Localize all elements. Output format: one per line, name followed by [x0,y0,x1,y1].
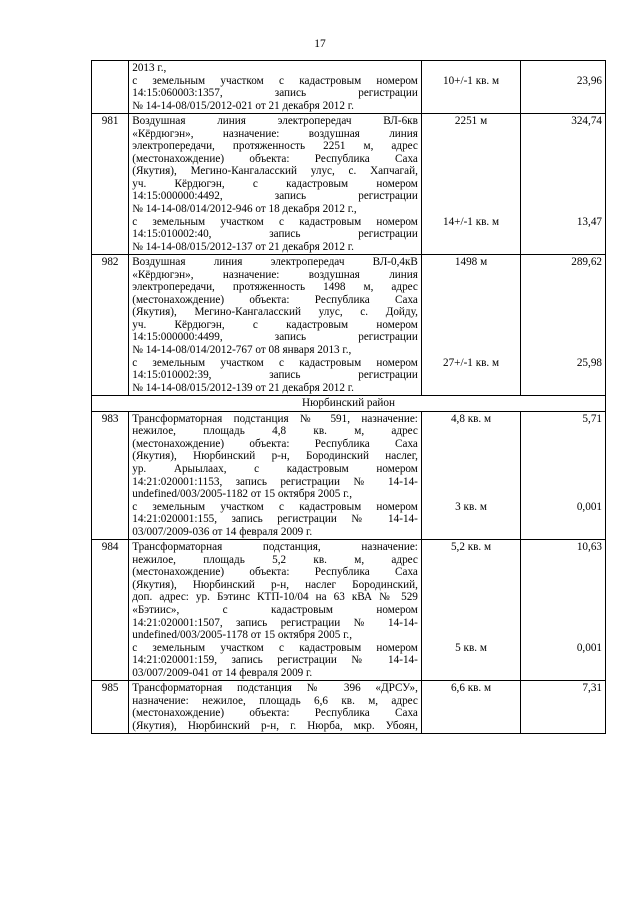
line-length: 2251 м [454,115,488,128]
building-area: 5,2 кв. м [450,541,492,554]
property-register-table [91,60,606,734]
line-length: 1498 м [454,256,488,269]
object-area [421,411,520,539]
page-number: 17 [314,38,326,50]
table-row [92,411,606,539]
object-description: Воздушная линия электропередач ВЛ-0,4кВ «Кёрдюгэн», назначение: воздушная линия электропередачи, протяженность 1498 м, адрес (местонахождение) объекта: Республика Саха (Якутия), Мегино-Кангаласский улус, с. Дойду, уч. Кёрдюгэн, с кадастровым номером 14:15:000000:4499, запись регистрации № 14-14-08/014/2012-767 от 08 января 2013 г., с земельным участком с кадастровым номером 14:15:010002:39, запись регистрации № 14-14-08/015/2012-139 от 21 декабря 2012 г. [129,255,422,396]
land-plot-value: 13,47 [576,215,602,228]
object-area [421,255,520,396]
row-number: 985 [92,681,129,734]
land-plot-area: 27+/-1 кв. м [442,356,500,369]
row-number [92,61,129,114]
object-area [421,114,520,255]
land-plot-area: 14+/-1 кв. м [442,215,500,228]
region-header-row [92,396,606,412]
object-value [521,411,606,539]
region-name: Нюрбинский район [92,396,606,412]
land-plot-area: 5 кв. м [455,641,487,654]
table-row [92,681,606,734]
object-value [521,681,606,734]
land-plot-value: 23,96 [576,74,602,87]
object-description: Трансформаторная подстанция № 591, назначение: нежилое, площадь 4,8 кв. м, адрес (местонахождение) объекта: Республика Саха (Якутия), Нюрбинский р-н, Бородинский наслег, ур. Арыылаах, с кадастровым номером 14:21:020001:1153, запись регистрации № 14-14- undefined/003/2005-1182 от 15 октября 2005 г., с земельным участком с кадастровым номером 14:21:020001:155, запись регистрации № 14-14- 03/007/2009-036 от 14 февраля 2009 г. [129,411,422,539]
row-number: 981 [92,114,129,255]
row-number: 982 [92,255,129,396]
object-description: Воздушная линия электропередач ВЛ-6кв «Кёрдюгэн», назначение: воздушная линия электропередачи, протяженность 2251 м, адрес (местонахождение) объекта: Республика Саха (Якутия), Мегино-Кангаласский улус, с. Хапчагай, уч. Кёрдюгэн, с кадастровым номером 14:15:000000:4492, запись регистрации № 14-14-08/014/2012-946 от 18 декабря 2012 г., с земельным участком с кадастровым номером 14:15:010002:40, запись регистрации № 14-14-08/015/2012-137 от 21 декабря 2012 г. [129,114,422,255]
land-plot-value: 0,001 [576,500,602,513]
table-row [92,540,606,681]
building-area: 4,8 кв. м [450,412,492,425]
object-description: Трансформаторная подстанция № 396 «ДРСУ», назначение: нежилое, площадь 6,6 кв. м, адрес (местонахождение) объекта: Республика Саха (Якутия), Нюрбинский р-н, г. Нюрба, мкр. Убоян, [129,681,422,734]
row-number: 984 [92,540,129,681]
object-description: Трансформаторная подстанция, назначение: нежилое, площадь 5,2 кв. м, адрес (местонахождение) объекта: Республика Саха (Якутия), Нюрбинский р-н, наслег Бородинский, доп. адрес: ур. Бэтинс КТП-10/04 на 63 кВА № 529 «Бэтиис», с кадастровым номером 14:21:020001:1507, запись регистрации № 14-14- undefined/003/2005-1178 от 15 октября 2005 г., с земельным участком с кадастровым номером 14:21:020001:159, запись регистрации № 14-14- 03/007/2009-041 от 14 февраля 2009 г. [129,540,422,681]
object-area [421,681,520,734]
building-value: 10,63 [576,541,602,554]
land-plot-area: 10+/-1 кв. м [442,74,500,87]
line-value: 289,62 [571,256,602,269]
line-value: 324,74 [571,115,602,128]
land-plot-value: 25,98 [576,356,602,369]
object-area [421,61,520,114]
building-value: 7,31 [582,682,602,695]
object-value [521,114,606,255]
land-plot-area: 3 кв. м [455,500,487,513]
object-value [521,255,606,396]
object-value [521,540,606,681]
table-row [92,114,606,255]
object-description: 2013 г., с земельным участком с кадастровым номером 14:15:060003:1357, запись регистрации № 14-14-08/015/2012-021 от 21 декабря 2012 г. [129,61,422,114]
building-value: 5,71 [582,412,602,425]
table-row [92,61,606,114]
land-plot-value: 0,001 [576,641,602,654]
building-area: 6,6 кв. м [450,682,492,695]
object-area [421,540,520,681]
row-number: 983 [92,411,129,539]
object-value [521,61,606,114]
table-row [92,255,606,396]
